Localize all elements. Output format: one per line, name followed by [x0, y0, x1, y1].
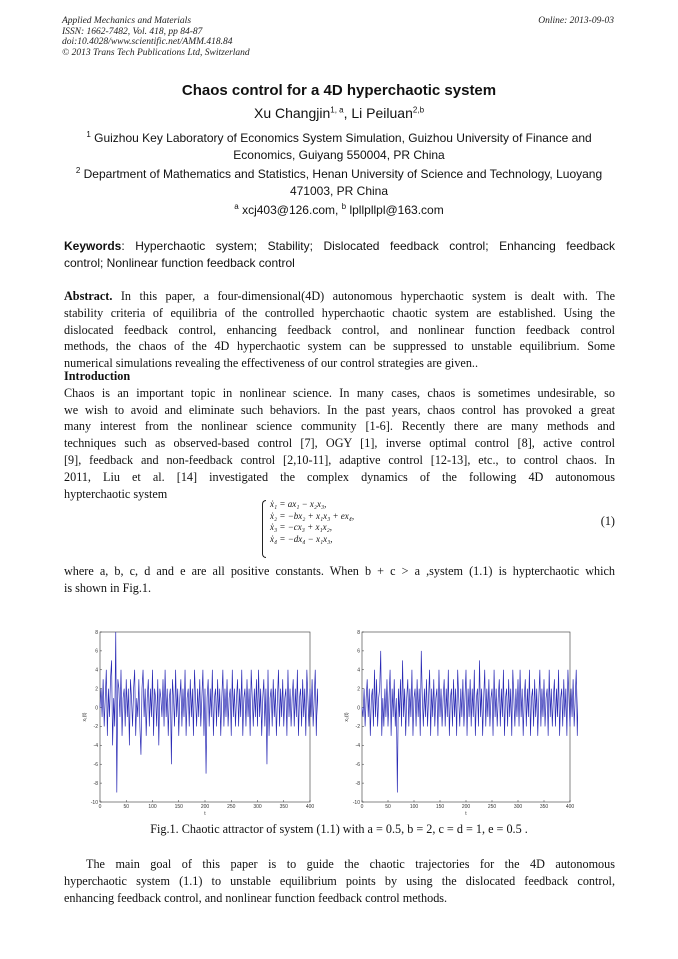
abstract-line-5: numerical simulations revealing the effectiveness of our control strategies are given..	[64, 356, 479, 371]
email-a[interactable]: xcj403@126.com,	[242, 203, 339, 217]
y-tick-label: 6	[95, 648, 98, 655]
intro-line: 2011, Liu et al. [14] investigated the complex dynamics of the following 4D autonomous	[64, 469, 615, 484]
equation-row: ẋ₂ = −bx₂ + x₁x₃ + ex₄,	[270, 510, 355, 521]
journal-header	[62, 16, 362, 58]
x-tick-label: 150	[435, 804, 445, 810]
aff-1-sup: 1	[86, 130, 91, 139]
after-equation	[64, 563, 615, 597]
x-tick-label: 250	[227, 804, 236, 810]
author-2-sup: 2,b	[412, 105, 425, 115]
closing-paragraph	[64, 856, 615, 906]
y-tick-label: 0	[95, 705, 98, 712]
after-eq-line-1: where a, b, c, d and e are all positive constants. When b + c > a ,system (1.1) is hypterchaotic which	[64, 564, 615, 578]
x-tick-label: 100	[148, 804, 157, 810]
y-tick-label: 2	[357, 686, 360, 693]
x-tick-label: 400	[305, 804, 315, 810]
y-tick-label: 4	[95, 667, 98, 674]
emails	[0, 203, 678, 217]
x-axis-label: t	[204, 811, 206, 816]
keywords-line-2: control; Nonlinear function feedback control	[64, 255, 295, 270]
y-tick-label: -6	[93, 762, 98, 769]
y-tick-label: -6	[355, 762, 360, 769]
abstract-line-4: methods, the chaos of the 4D hyperchaotic system can be suppressed to unstable equilibrium. Some	[64, 339, 615, 354]
figure-panel-x1	[80, 626, 318, 816]
x-tick-label: 150	[174, 804, 183, 810]
abstract-line-3: dislocated feedback control, enhancing feedback control, and nonlinear function feedback control	[64, 322, 615, 337]
intro-line: [9], feedback and non-feedback control [2,10-11], adaptive control [12-13], etc., to control chaos. In	[64, 452, 615, 467]
y-tick-label: -10	[352, 799, 360, 806]
introduction-heading: Introduction	[64, 369, 131, 383]
y-tick-label: 8	[357, 629, 360, 636]
keywords-label: Keywords	[64, 239, 122, 253]
affiliation-2	[62, 166, 616, 199]
y-tick-label: -4	[355, 743, 360, 750]
x-tick-label: 400	[565, 804, 575, 810]
y-tick-label: 8	[95, 629, 98, 636]
author-sep: ,	[343, 105, 352, 121]
y-tick-label: -8	[93, 780, 98, 787]
y-tick-label: 4	[357, 667, 360, 674]
closing-line-2: hyperchaotic system (1.1) to unstable equilibrium points by using the dislocated feedback control,	[64, 873, 615, 888]
y-tick-label: -8	[355, 780, 360, 787]
aff-2-line-1: Department of Mathematics and Statistics, Henan University of Science and Technology, Luoyang	[83, 167, 603, 181]
equation-row: ẋ₁ = ax₁ − x₂x₃,	[270, 499, 327, 509]
email-a-sup: a	[234, 202, 239, 211]
y-tick-label: 0	[357, 705, 360, 712]
x-tick-label: 350	[539, 804, 549, 810]
closing-line-1: The main goal of this paper is to guide the chaotic trajectories for the 4D autonomous	[86, 857, 615, 871]
author-1: Xu Changjin	[253, 105, 331, 121]
equation-row: ẋ₃ = −cx₃ + x₁x₂,	[270, 522, 332, 532]
x-axis-label: t	[465, 811, 467, 816]
keywords-line-1: : Hyperchaotic system; Stability; Dislocated feedback control; Enhancing feedback	[121, 239, 615, 253]
author-2: Li Peiluan	[351, 105, 413, 121]
intro-line: Chaos is an important topic in nonlinear science. In many cases, chaos is sometimes undesirable, so	[64, 385, 615, 400]
x-tick-label: 0	[98, 804, 102, 810]
intro-line: many interest from the nonlinear science community [1-6]. Recently there are many methods and	[64, 419, 615, 434]
x-tick-label: 100	[409, 804, 419, 810]
closing-line-3: enhancing feedback control, and nonlinear function feedback control methods.	[64, 890, 448, 905]
y-axis-label: x₂(t)	[344, 712, 350, 722]
x-tick-label: 200	[200, 804, 210, 810]
keywords	[64, 238, 615, 271]
intro-line: we wish to avoid and eliminate such behaviors. In the past years, chaos control has provoked a great	[64, 402, 615, 417]
abstract	[64, 288, 615, 372]
intro-line: techniques such as observed-based control [7], OGY [1], inverse optimal control [8], active control	[64, 436, 615, 451]
email-b[interactable]: lpllpllpl@163.com	[349, 203, 444, 217]
intro-line: hypterchaotic system	[64, 486, 168, 501]
abstract-line-1: In this paper, a four-dimensional(4D) autonomous hyperchaotic system is dealt with. The	[120, 289, 616, 303]
x-tick-label: 350	[279, 804, 288, 810]
aff-1-line-1: Guizhou Key Laboratory of Economics System Simulation, Guizhou University of Finance and	[94, 131, 592, 145]
x-tick-label: 50	[123, 804, 130, 810]
equation-brace	[262, 500, 266, 558]
x-tick-label: 300	[253, 804, 262, 810]
x-tick-label: 0	[360, 804, 364, 810]
figure-caption: Fig.1. Chaotic attractor of system (1.1) with a = 0.5, b = 2, c = d = 1, e = 0.5 .	[150, 822, 528, 836]
figure-panel-x2	[342, 626, 578, 816]
x-tick-label: 200	[461, 804, 471, 810]
y-tick-label: 2	[95, 686, 98, 693]
author-1-sup: 1, a	[330, 105, 344, 115]
online-date: Online: 2013-09-03	[538, 16, 614, 26]
authors	[0, 105, 678, 121]
y-tick-label: -10	[90, 799, 98, 806]
equation-system	[270, 499, 470, 545]
equation-row: ẋ₄ = −dx₄ − x₁x₃,	[270, 533, 333, 544]
x-tick-label: 300	[513, 804, 523, 810]
y-axis-label: x₁(t)	[82, 712, 88, 722]
aff-2-line-2: 471003, PR China	[289, 183, 389, 198]
x-tick-label: 50	[385, 804, 391, 810]
after-eq-line-2: is shown in Fig.1.	[64, 580, 152, 595]
aff-2-sup: 2	[75, 166, 81, 175]
x-tick-label: 250	[487, 804, 497, 810]
y-tick-label: -4	[93, 743, 98, 750]
introduction	[64, 368, 615, 502]
paper-title: Chaos control for a 4D hyperchaotic system	[181, 82, 497, 99]
affiliation-1	[62, 130, 616, 163]
issn: ISSN: 1662-7482, Vol. 418, pp 84-87	[62, 26, 203, 37]
y-tick-label: -2	[93, 724, 98, 731]
aff-1-line-2: Economics, Guiyang 550004, PR China	[233, 147, 445, 162]
journal-name: Applied Mechanics and Materials	[62, 16, 192, 26]
abstract-line-2: stability criteria of equilibria of the controlled hyperchaotic chaotic system are established. Using the	[64, 305, 615, 320]
equation-number: (1)	[600, 514, 615, 528]
copyright: © 2013 Trans Tech Publications Ltd, Switzerland	[62, 47, 250, 58]
doi: doi:10.4028/www.scientific.net/AMM.418.84	[62, 37, 233, 47]
abstract-label: Abstract.	[64, 289, 113, 303]
email-b-sup: b	[341, 202, 347, 211]
y-tick-label: -2	[355, 724, 360, 731]
y-tick-label: 6	[357, 648, 360, 655]
